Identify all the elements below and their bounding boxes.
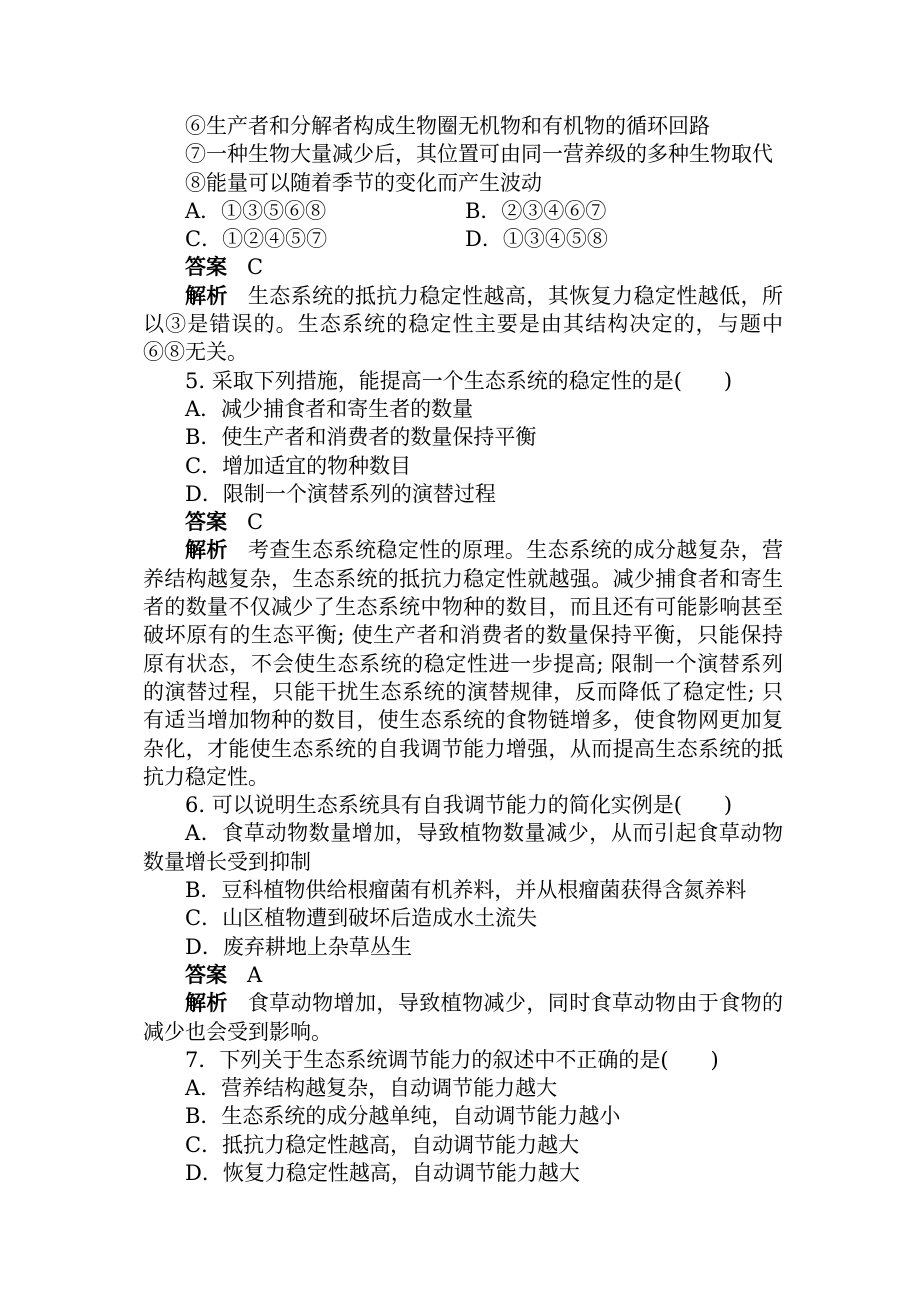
- q4-explanation-line-2: 以③是错误的。生态系统的稳定性主要是由其结构决定的，与题中: [143, 312, 783, 337]
- q4-options-row-1: [143, 197, 783, 225]
- q4-options-row-2: [143, 225, 783, 253]
- answer-value: C: [247, 510, 264, 535]
- q6-answer: [143, 961, 783, 989]
- explanation-text: 食草动物增加，导致植物减少，同时食草动物由于食物的: [247, 991, 783, 1016]
- q5-explanation-line-4: 破坏原有的生态平衡; 使生产者和消费者的数量保持平衡，只能保持: [143, 623, 783, 648]
- q5-explanation-line-3: 者的数量不仅减少了生态系统中物种的数目，而且还有可能影响甚至: [143, 595, 783, 620]
- q4-explanation-line-1: [143, 282, 783, 310]
- q5-explanation-line-2: 养结构越复杂，生态系统的抵抗力稳定性就越强。减少捕食者和寄生: [143, 566, 783, 591]
- q6-option-a-line-1: A．食草动物数量增加，导致植物数量减少，从而引起食草动物: [185, 821, 783, 846]
- q4-option-a: A．①③⑤⑥⑧: [185, 198, 327, 223]
- explanation-label: 解析: [185, 282, 228, 308]
- answer-value: A: [247, 962, 263, 987]
- explanation-label: 解析: [185, 990, 228, 1016]
- q5-explanation-line-7: 有适当增加物种的数目，使生态系统的食物链增多，使食物网更加复: [143, 708, 783, 733]
- q7-option-b: B．生态系统的成分越单纯，自动调节能力越小: [185, 1104, 621, 1129]
- q5-option-a: A．减少捕食者和寄生者的数量: [185, 396, 474, 421]
- q5-explanation-line-6: 的演替过程，只能干扰生态系统的演替规律，反而降低了稳定性; 只: [143, 679, 783, 704]
- q5-option-c: C．增加适宜的物种数目: [185, 453, 412, 478]
- q5-explanation-line-5: 原有状态，不会使生态系统的稳定性进一步提高; 限制一个演替系列: [143, 651, 783, 676]
- q4-answer: [143, 253, 783, 281]
- q6-option-a-line-2: 数量增长受到抑制: [143, 849, 311, 874]
- answer-value: C: [247, 255, 264, 280]
- q7-option-a: A．营养结构越复杂，自动调节能力越大: [185, 1076, 558, 1101]
- answer-label: 答案: [185, 961, 227, 987]
- q6-option-c: C．山区植物遭到破坏后造成水土流失: [185, 906, 538, 931]
- q5-explanation-line-8: 杂化，才能使生态系统的自我调节能力增强，从而提高生态系统的抵: [143, 736, 783, 761]
- q6-explanation-line-2: 减少也会受到影响。: [143, 1019, 332, 1044]
- q7-stem: 7．下列关于生态系统调节能力的叙述中不正确的是( ): [185, 1047, 719, 1072]
- q4-option-d: D．①③④⑤⑧: [465, 227, 608, 252]
- q7-option-c: C．抵抗力稳定性越高，自动调节能力越大: [185, 1132, 580, 1157]
- explanation-label: 解析: [185, 537, 228, 563]
- q5-stem: 5. 采取下列措施，能提高一个生态系统的稳定性的是( ): [185, 368, 733, 393]
- statement-8: ⑧能量可以随着季节的变化而产生波动: [185, 170, 542, 195]
- q4-option-b: B．②③④⑥⑦: [465, 198, 607, 223]
- q6-explanation-line-1: [143, 989, 783, 1017]
- statement-6: ⑥生产者和分解者构成生物圈无机物和有机物的循环回路: [185, 114, 710, 138]
- q4-option-c: C．①②④⑤⑦: [185, 227, 328, 252]
- q6-option-b: B．豆科植物供给根瘤菌有机养料，并从根瘤菌获得含氮养料: [185, 878, 747, 903]
- q6-option-d: D．废弃耕地上杂草丛生: [185, 934, 412, 959]
- q7-option-d: D．恢复力稳定性越高，自动调节能力越大: [185, 1160, 580, 1185]
- document-page: [143, 112, 783, 1187]
- q5-option-b: B．使生产者和消费者的数量保持平衡: [185, 425, 537, 450]
- answer-label: 答案: [185, 254, 227, 280]
- q4-explanation-line-3: ⑥⑧无关。: [143, 340, 248, 365]
- explanation-text: 生态系统的抵抗力稳定性越高，其恢复力稳定性越低，所: [247, 283, 783, 308]
- answer-label: 答案: [185, 509, 227, 535]
- q5-option-d: D．限制一个演替系列的演替过程: [185, 481, 496, 506]
- q6-stem: 6. 可以说明生态系统具有自我调节能力的简化实例是( ): [185, 793, 733, 818]
- q5-answer: [143, 508, 783, 536]
- explanation-text: 考查生态系统稳定性的原理。生态系统的成分越复杂，营: [247, 538, 783, 563]
- q5-explanation-line-9: 抗力稳定性。: [143, 764, 269, 789]
- statement-7: ⑦一种生物大量减少后，其位置可由同一营养级的多种生物取代: [185, 142, 773, 167]
- q5-explanation-line-1: [143, 536, 783, 564]
